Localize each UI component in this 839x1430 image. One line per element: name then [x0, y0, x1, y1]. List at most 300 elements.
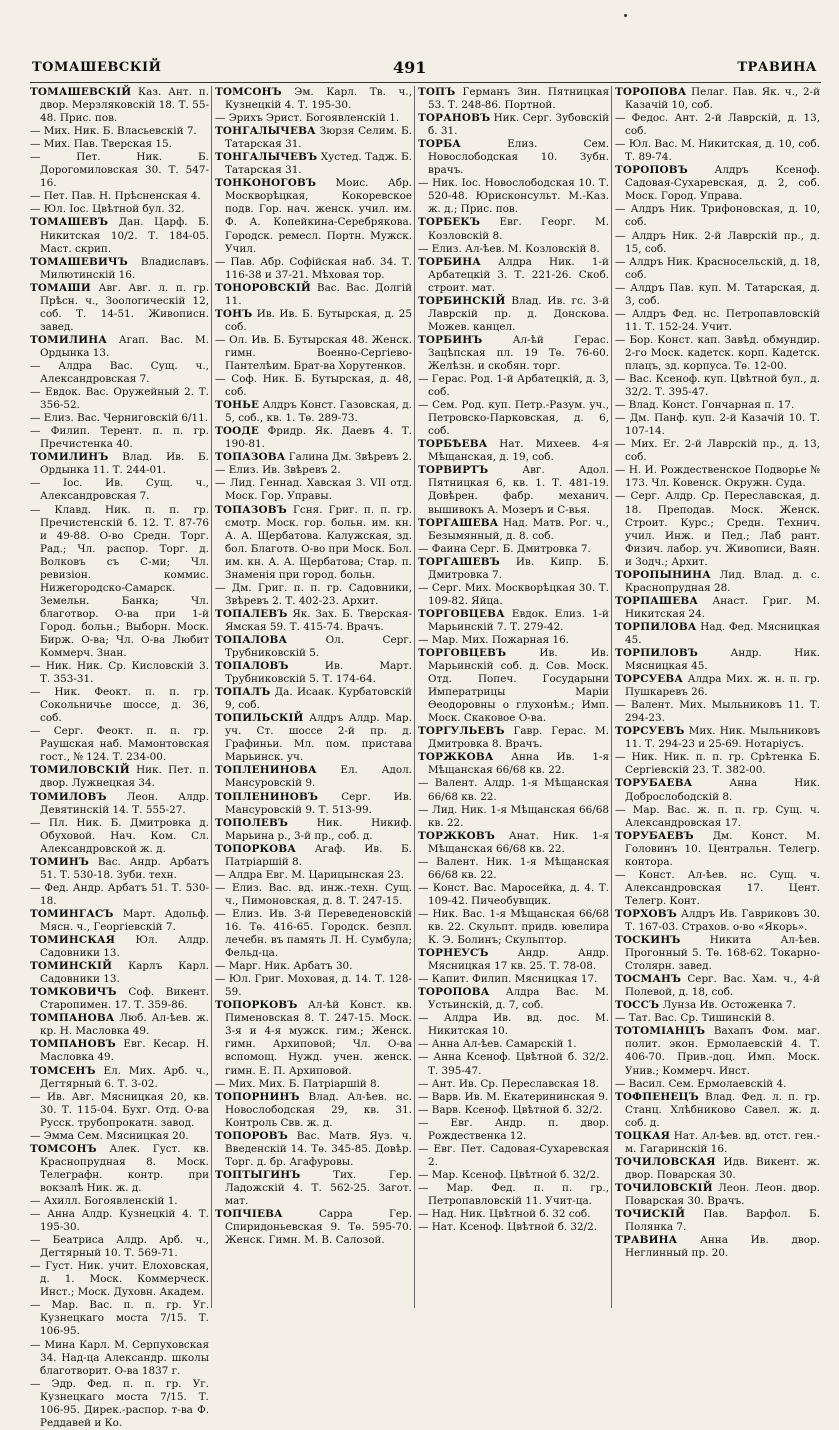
entry-details: Галина Дм. Звѣревъ 2. [285, 451, 412, 464]
directory-entry [418, 908, 609, 947]
entry-surname: ТОРПИЛОВА [615, 620, 697, 633]
directory-entry [615, 595, 820, 621]
directory-entry [615, 438, 820, 464]
directory-entry [215, 999, 412, 1077]
directory-entry [30, 1339, 209, 1378]
entry-surname: ТОМКОВИЧЪ [30, 986, 117, 999]
directory-entry [418, 804, 609, 830]
entry-details: — Пав. Абр. Софійская наб. 34. Т. 116-38 и 37-21. Мѣховая тор. [215, 255, 412, 281]
entry-surname: ТОПАЗОВЪ [215, 503, 287, 516]
entry-details: — Густ. Ник. учит. Елоховская, д. 1. Моск. Коммерческ. Инст.; Моск. Духовн. Академ. [30, 1260, 209, 1299]
directory-entry [215, 399, 412, 425]
entry-surname: ТОРУБАЕВА [615, 777, 693, 790]
entry-details: Сарра Гер. Спиридоньевская 9. Тѳ. 595-70. Женск. Гимн. М. В. Салозой. [225, 1208, 412, 1247]
entry-surname: ТОЧИЛОВСКАЯ [615, 1155, 716, 1168]
header-left-word: ТОМАШЕВСКІЙ [32, 60, 162, 75]
entry-surname: ТОРБИНЪ [418, 333, 483, 346]
entry-details: — Ант. Ив. Ср. Переславская 18. [418, 1077, 599, 1090]
entry-details: Андр. Андр. Мясницкая 17 кв. 25. Т. 78-08. [428, 947, 609, 973]
directory-entry [615, 751, 820, 777]
directory-entry [615, 490, 820, 568]
entry-details: — Юл. Григ. Моховая, д. 14. Т. 128-59. [215, 973, 412, 999]
entry-details: Анаст. Григ. М. Никитская 24. [625, 594, 820, 620]
entry-surname: ТОНГАЛЫЧЕВЪ [215, 151, 318, 164]
directory-entry [30, 412, 209, 425]
entry-surname: ТРАВИНА [615, 1234, 678, 1247]
directory-entry [418, 464, 609, 516]
entry-details: — Елиз. Ал-ѣев. М. Козловскій 8. [418, 242, 600, 255]
directory-entry [615, 647, 820, 673]
directory-entry [30, 882, 209, 908]
directory-entry [30, 1012, 209, 1038]
entry-surname: ТОРГУЛЬЕВЪ [418, 725, 505, 738]
entry-details: Вас. Андр. Арбатъ 51. Т. 530-18. Зуби. техн. [40, 855, 209, 881]
entry-details: Ник. Серг. Зубовскій б. 31. [428, 112, 609, 138]
directory-entry [30, 817, 209, 856]
entry-details: Евдок. Елиз. 1-й Марьинскій 7. Т. 279-42. [428, 607, 609, 633]
entry-details: — Н. И. Рождественское Подворье № 173. Чл. Ковенск. Окружн. Суда. [615, 464, 820, 490]
directory-entry [30, 908, 209, 934]
entry-details: Авг. Адол. Пятницкая 6, кв. 1. Т. 481-19. Довѣрен. фабр. механич. вышивокъ А. Мозеръ и С-вья. [428, 464, 609, 516]
entry-details: Ол. Серг. Трубниковскій 5. [225, 633, 412, 660]
entry-surname: ТОРЖКОВЪ [418, 829, 496, 842]
directory-entry [418, 882, 609, 908]
directory-entry [30, 203, 209, 216]
directory-entry [615, 699, 820, 725]
entry-surname: ТОРБИНА [418, 255, 481, 268]
entry-details: Анна Ив. 1-я Мѣщанская 66/68 кв. 22. [428, 751, 609, 777]
directory-entry [418, 399, 609, 438]
entry-details: Над. Фед. Мясницкая 45. [625, 620, 820, 646]
entry-details: — Нат. Ксеноф. Цвѣтной б. 32/2. [418, 1221, 598, 1234]
entry-details: Тих. Гер. Ладожскій 4. Т. 562-25. Загот. мат. [225, 1168, 412, 1207]
entry-details: — Мих. Ег. 2-й Лаврскій пр., д. 13, соб. [615, 438, 820, 464]
entry-details: — Серг. Феокт. п. п. гр. Раушская наб. Мамонтовская гост., № 124. Т. 234-00. [30, 725, 209, 764]
directory-entry [418, 243, 609, 256]
directory-entry [418, 986, 609, 1012]
directory-entry [215, 960, 412, 973]
directory-entry [418, 1104, 609, 1117]
directory-entry [215, 882, 412, 908]
entry-details: — Сем. Род. куп. Петр.-Разум. уч., Петровско-Парковская, д. 6, соб. [418, 399, 609, 438]
directory-entry [615, 373, 820, 399]
entry-details: — Анна Алдр. Кузнецкій 4. Т. 195-30. [30, 1208, 209, 1234]
directory-entry [418, 373, 609, 399]
directory-entry [215, 764, 412, 790]
entry-surname: ТОРВИРТЪ [418, 464, 489, 477]
ink-speck [624, 14, 627, 17]
directory-entry [418, 751, 609, 777]
directory-entry [615, 256, 820, 282]
entry-details: — Мар. Фед. п. п. гр., Петропавловскій 11. Учит-ца. [418, 1181, 609, 1207]
entry-details: Леон. Алдр. Девятинскій 14. Т. 555-27. [40, 790, 209, 816]
entry-details: Март. Адольф. Мясн. ч., Георгіевскій 7. [40, 907, 209, 933]
entry-details: — Пет. Пав. Н. Прѣсненская 4. [30, 190, 201, 203]
entry-details: Ник. Никиф. Марьина р., 3-й пр., соб. д. [225, 816, 412, 842]
entry-details: — Мих. Мих. Б. Патріаршій 8. [215, 1077, 380, 1090]
directory-entry [30, 986, 209, 1012]
directory-entry [30, 216, 209, 255]
directory-entry [30, 86, 209, 125]
entry-details: Евг. Кесар. Н. Масловка 49. [40, 1038, 209, 1064]
entry-details: — Над. Ник. Цвѣтной б. 32 соб. [418, 1208, 591, 1221]
entry-details: Лунза Ив. Остоженка 7. [659, 999, 796, 1012]
directory-entry [215, 1091, 412, 1130]
entry-details: — Варв. Ксеноф. Цвѣтной б. 32/2. [418, 1103, 603, 1116]
entry-details: — Юл. Іос. Цвѣтной бул. 32. [30, 203, 185, 216]
entry-details: — Елиз. Ив. 3-й Переведеновскій 16. Тѳ. 416-65. Городск. безпл. лечебн. въ память Л. Н. Сумбула; Фельд-ца. [215, 907, 412, 960]
directory-entry [30, 1260, 209, 1299]
entry-details: Каз. Ант. п. двор. Мерзляковскій 18. Т. 55-48. Прис. пов. [40, 86, 209, 125]
entry-surname: ТОРЖКОВА [418, 751, 494, 764]
entry-surname: ТОМСЕНЪ [30, 1064, 96, 1077]
entry-details: Хустед. Тадж. Б. Татарская 31. [225, 151, 412, 177]
directory-entry [30, 1234, 209, 1260]
directory-entry [418, 177, 609, 216]
directory-entry [418, 647, 609, 725]
directory-entry [418, 1182, 609, 1208]
directory-entry [615, 777, 820, 803]
directory-entry [418, 1208, 609, 1221]
directory-entry [30, 934, 209, 960]
directory-entry [418, 1169, 609, 1182]
entry-details: — Ол. Ив. Б. Бутырская 48. Женск. гимн. Военно-Сергіево-Пантелѣим. Брат-ва Хорутенков. [215, 333, 412, 372]
entry-surname: ТОРГОВЦЕВА [418, 607, 505, 620]
entry-details: Вас. Вас. Долгій 11. [225, 281, 412, 307]
entry-surname: ТОПОРКОВА [215, 842, 297, 855]
entry-details: Андр. Ник. Мясницкая 45. [625, 647, 820, 673]
entry-details: Юл. Алдр. Садовники 13. [40, 934, 209, 960]
directory-entry [30, 791, 209, 817]
directory-entry [418, 830, 609, 856]
entry-details: — Алдръ Ник. 2-й Лаврскій пр., д. 15, соб. [615, 229, 820, 255]
entry-surname: ТОЧИСКІЙ [615, 1208, 686, 1221]
directory-entry [615, 1182, 820, 1208]
entry-details: — Филип. Терент. п. п. гр. Пречистенка 40. [30, 425, 209, 451]
directory-entry [215, 282, 412, 308]
entry-details: — Алдра Вас. Сущ. ч., Александровская 7. [30, 359, 209, 386]
directory-entry [615, 1012, 820, 1025]
entry-details: — Серг. Мих. Москворѣцкая 30. Т. 109-82. Яйца. [418, 581, 609, 607]
entry-details: — Пл. Ник. Б. Дмитровка д. Обуховой. Нач. Ком. Сл. Александровской ж. д. [30, 816, 209, 855]
entry-details: Влад. Ив. гс. 3-й Лаврскій пр. д. Донскова. Можев. канцел. [428, 294, 609, 333]
directory-entry [30, 1378, 209, 1430]
entry-surname: ТОНГАЛЫЧЕВА [215, 125, 316, 138]
entry-surname: ТОМСОНЪ [30, 1142, 97, 1155]
directory-entry [215, 686, 412, 712]
directory-entry [418, 517, 609, 543]
directory-entry [30, 425, 209, 451]
entry-details: — Анна Ал-ѣев. Самарскій 1. [418, 1038, 577, 1051]
entry-details: — Тат. Вас. Ср. Тишинскій 8. [615, 1012, 775, 1025]
entry-surname: ТОМАШЕВИЧЪ [30, 255, 128, 268]
directory-entry [30, 1195, 209, 1208]
directory-entry [418, 1051, 609, 1077]
entry-details: Агаф. Ив. Б. Патріаршій 8. [225, 842, 412, 868]
column-divider [414, 86, 415, 1308]
column-divider [611, 86, 612, 1308]
entry-surname: ТОПОРНИНЪ [215, 1090, 300, 1103]
directory-entry [615, 334, 820, 373]
entry-surname: ТОСКИНЪ [615, 934, 681, 947]
directory-entry [418, 856, 609, 882]
entry-details: — Мих. Ник. Б. Власьевскій 7. [30, 125, 197, 138]
directory-entry [418, 295, 609, 334]
entry-details: — Герас. Род. 1-й Арбатецкій, д. 3, соб. [418, 373, 609, 399]
entry-surname: ТОПЧІЕВА [215, 1208, 283, 1221]
entry-surname: ТОМИЛОВСКІЙ [30, 764, 130, 777]
directory-entry [215, 843, 412, 869]
entry-surname: ТОМИНСКАЯ [30, 934, 116, 947]
running-head [0, 58, 839, 82]
entry-details: — Серг. Алдр. Ср. Переславская, д. 18. Преподав. Моск. Женск. Строит. Курс.; Средн. Технич. учил. Инж. и Пед.; Лаб рант. Физич. лабор. уч. Живописи, Ваян. и Зодч.; Архит. [615, 490, 820, 568]
column-3 [418, 86, 609, 1308]
entry-details: — Капит. Филип. Мясницкая 17. [418, 973, 598, 986]
directory-entry [30, 138, 209, 151]
entry-surname: ТОРОПОВА [615, 86, 687, 98]
entry-surname: ТООДЕ [215, 425, 259, 438]
directory-entry [30, 1065, 209, 1091]
entry-details: Карлъ Карл. Садовники 13. [40, 960, 209, 986]
directory-entry [30, 282, 209, 334]
directory-entry [215, 86, 412, 112]
column-1 [30, 86, 209, 1429]
directory-entry [30, 256, 209, 282]
entry-details: — Влад. Конст. Гончарная п. 17. [615, 399, 795, 412]
column-2 [215, 86, 412, 1308]
directory-entry [215, 112, 412, 125]
directory-entry [215, 256, 412, 282]
entry-details: Леон. Леон. двор. Поварская 30. Врачъ. [625, 1181, 820, 1207]
directory-entry [615, 203, 820, 229]
directory-entry [615, 282, 820, 308]
directory-entry [418, 725, 609, 751]
entry-details: Серг. Вас. Хам. ч., 4-й Полевой, д. 18, соб. [625, 973, 820, 999]
directory-entry [215, 869, 412, 882]
directory-entry [30, 660, 209, 686]
entry-details: Над. Матв. Рог. ч., Безымянный, д. 8. соб. [428, 516, 609, 542]
header-right-word: ТРАВИНА [737, 60, 817, 75]
entry-surname: ТОПЛЕНИНОВЪ [215, 790, 319, 803]
entry-surname: ТОПОРКОВЪ [215, 999, 298, 1012]
directory-entry [418, 112, 609, 138]
directory-entry [30, 504, 209, 661]
entry-details: Алдръ Алдр. Мар. уч. Ст. шоссе 2-й пр. д. Графиньи. Мл. пом. пристава Марьинск. уч. [225, 712, 412, 764]
entry-details: — Евдок. Вас. Оружейный 2. Т. 356-52. [30, 386, 209, 412]
directory-entry [615, 869, 820, 908]
directory-entry [215, 334, 412, 373]
directory-entry [30, 451, 209, 477]
entry-details: — Фед. Андр. Арбатъ 51. Т. 530-18. [30, 881, 209, 907]
directory-entry [215, 660, 412, 686]
directory-entry [418, 1117, 609, 1143]
directory-entry [30, 477, 209, 503]
entry-details: Ив. Ив. Марьинскій соб. д. Сов. Моск. Отд. Попеч. Государыни Императрицы Маріи Ѳеодоровны о глухонѣм.; Имп. Моск. Скаковое О-ва. [428, 647, 609, 725]
entry-details: — Дм. Панф. куп. 2-й Казачій 10. Т. 107-14. [615, 412, 820, 438]
entry-details: — Лид. Геннад. Хавская 3. VII отд. Моск. Гор. Управы. [215, 477, 412, 503]
directory-entry [30, 1038, 209, 1064]
directory-entry [215, 634, 412, 660]
entry-details: Никита Ал-ѣев. Прогонный 5. Тѳ. 168-62. Токарно-Столярн. завед. [625, 934, 820, 973]
page-number: 491 [393, 58, 427, 77]
directory-entry [215, 1169, 412, 1208]
directory-entry [418, 334, 609, 373]
entry-details: Ив. Кипр. Б. Дмитровка 7. [428, 555, 609, 581]
entry-surname: ТОПЛЕНИНОВА [215, 764, 317, 777]
directory-entry [615, 973, 820, 999]
entry-surname: ТОНЪ [215, 307, 253, 320]
entry-details: — Анна Ксеноф. Цвѣтной б. 32/2. Т. 395-47. [418, 1051, 609, 1077]
entry-details: — Елиз. Ив. Звѣревъ 2. [215, 464, 341, 477]
directory-entry [215, 712, 412, 764]
directory-entry [615, 725, 820, 751]
entry-details: Ник. Пет. п. двор. Лужнецкая 34. [40, 764, 209, 790]
entry-surname: ТОПАЗОВА [215, 451, 286, 464]
directory-entry [215, 373, 412, 399]
column-divider [211, 86, 212, 1308]
directory-entry [215, 151, 412, 177]
directory-entry [615, 908, 820, 934]
entry-details: Влад. Фед. л. п. гр. Станц. Хлѣбниково Савел. ж. д. соб. д. [625, 1090, 820, 1129]
entry-details: Авг. Авг. л. п. гр. Прѣсн. ч., Зоологическій 12, соб. Т. 14-51. Живописн. завед. [40, 281, 209, 333]
entry-surname: ТОФПЕНЕЦЪ [615, 1090, 699, 1103]
column-4 [615, 86, 820, 1308]
directory-entry [418, 556, 609, 582]
entry-details: — Евг. Пет. Садовая-Сухаревская 2. [418, 1142, 609, 1168]
entry-surname: ТОНОРОВСКІЙ [215, 281, 311, 294]
entry-details: — Федос. Ант. 2-й Лаврскій, д. 13, соб. [615, 112, 820, 138]
entry-surname: ТОСМАНЪ [615, 973, 682, 986]
directory-entry [615, 673, 820, 699]
directory-entry [30, 1299, 209, 1338]
entry-surname: ТОМИЛИНА [30, 333, 107, 346]
entry-details: Ал-ѣй Конст. кв. Пименовская 8. Т. 247-15. Моск. 3-я и 4-я мужск. гим.; Женск. гимн. Архиповой; Чл. О-ва вспомощ. Нужд. учен. женск. гимн. Е. П. Архиповой. [225, 999, 412, 1077]
directory-entry [615, 230, 820, 256]
directory-entry [30, 725, 209, 764]
directory-entry [30, 360, 209, 386]
entry-details: Влад. Ал-ѣев. нс. Новослободская 29, кв. 31. Контроль Свв. ж. д. [225, 1090, 412, 1129]
entry-details: — Алдръ Пав. куп. М. Татарская, д. 3, соб. [615, 281, 820, 307]
entry-details: — Іос. Ив. Сущ. ч., Александровская 7. [30, 477, 209, 503]
entry-details: Моис. Абр. Москворѣцкая, Кокоревское подв. Гор. нач. женск. учил. им. Ф. А. Копейкина-Серебрякова. Городск. ремесл. Портн. Мужск. Учил. [225, 177, 412, 255]
directory-entry [418, 1012, 609, 1038]
directory-entry [615, 621, 820, 647]
directory-entry [418, 543, 609, 556]
entry-surname: ТОПАЛЪ [215, 686, 271, 699]
entry-details: — Евг. Андр. п. двор. Рождественка 12. [418, 1116, 609, 1142]
directory-entry [418, 777, 609, 803]
entry-details: Алдра Мих. ж. н. п. гр. Пушкаревъ 26. [625, 673, 820, 699]
entry-details: Серг. Ив. Мансуровскій 9. Т. 513-99. [225, 790, 412, 816]
directory-entry [215, 791, 412, 817]
entry-details: — Валент. Ник. 1-я Мѣщанская 66/68 кв. 22. [418, 855, 609, 881]
entry-surname: ТОРГОВЦЕВЪ [418, 647, 507, 660]
directory-entry [30, 1143, 209, 1195]
entry-surname: ТОРСУЕВЪ [615, 725, 685, 738]
entry-surname: ТОПЪ [418, 86, 456, 98]
directory-entry [215, 1208, 412, 1247]
entry-surname: ТОРНЕУСЪ [418, 947, 489, 960]
directory-entry [615, 86, 820, 112]
entry-details: — Ахилл. Богоявленскій 1. [30, 1194, 178, 1207]
entry-details: — Ник. Іос. Новослободская 10. Т. 520-48. Юрисконсульт. М.-Каз. ж. д.; Прис. пов. [418, 177, 609, 216]
entry-details: — Ник. Феокт. п. п. гр. Сокольничье шоссе, д. 36, соб. [30, 686, 209, 725]
entry-surname: ТОРПАШЕВА [615, 594, 699, 607]
entry-details: Дм. Конст. М. Головинъ 10. Центральн. Телегр. контора. [625, 829, 820, 868]
directory-entry [615, 1208, 820, 1234]
entry-details: — Ив. Авг. Мясницкая 20, кв. 30. Т. 115-04. Бухг. Отд. О-ва Русск. трубопрокатн. завод. [30, 1090, 209, 1129]
entry-details: — Эмма Сем. Мясницкая 20. [30, 1129, 189, 1142]
entry-details: — Мар. Ксеноф. Цвѣтной б. 32/2. [418, 1168, 600, 1181]
entry-details: — Мар. Вас. п. п. гр. Уг. Кузнецкаго моста 7/15. Т. 106-95. [30, 1299, 209, 1338]
entry-details: Елиз. Сем. Новослободская 10. Зубн. врачъ. [428, 138, 609, 177]
directory-entry [30, 125, 209, 138]
entry-surname: ТОМАШЕВЪ [30, 216, 109, 229]
entry-surname: ТОРАНОВЪ [418, 112, 491, 125]
entry-details: — Ник. Ник. Ср. Кисловскій 3. Т. 353-31. [30, 660, 209, 686]
directory-entry [615, 308, 820, 334]
directory-entry [615, 1025, 820, 1077]
entry-surname: ТОНЬЕ [215, 399, 260, 412]
entry-surname: ТОЧИЛОВСКІЙ [615, 1181, 713, 1194]
entry-details: Лид. Влад. д. с. Краснопрудная 28. [625, 568, 820, 594]
entry-details: — Алдра Евг. М. Царицынская 23. [215, 868, 405, 881]
entry-details: Вас. Матв. Яуз. ч. Введенскій 14. Тѳ. 345-85. Довѣр. Торг. д. бр. Агафуровы. [225, 1129, 412, 1168]
entry-details: Фридр. Як. Даевъ 4. Т. 190-81. [225, 425, 412, 451]
directory-entry [418, 1221, 609, 1234]
entry-details: — Елиз. Вас. Черниговскій 6/11. [30, 412, 209, 425]
entry-details: Идв. Викент. ж. двор. Поварская 30. [625, 1155, 820, 1181]
entry-surname: ТОПОЛЕВЪ [215, 816, 289, 829]
directory-entry [418, 634, 609, 647]
directory-entry [30, 856, 209, 882]
directory-entry [30, 1091, 209, 1130]
directory-entry [215, 582, 412, 608]
entry-details: — Валент. Алдр. 1-я Мѣщанская 66/68 кв. 22. [418, 777, 609, 803]
directory-entry [215, 1130, 412, 1169]
entry-surname: ТОПАЛОВА [215, 633, 288, 646]
directory-entry [215, 425, 412, 451]
entry-surname: ТОРСУЕВА [615, 673, 684, 686]
entry-details: Пав. Варфол. Б. Полянка 7. [625, 1208, 820, 1234]
entry-details: Анна Ив. двор. Неглинный пр. 20. [625, 1234, 820, 1260]
directory-entry [418, 1078, 609, 1091]
entry-details: Ал-ѣй Герас. Зацѣпская пл. 19 Тѳ. 76-60. Желѣзн. и скобян. торг. [428, 333, 609, 372]
entry-details: Гавр. Герас. М. Дмитровка 8. Врачъ. [428, 725, 609, 751]
entry-details: — Мар. Вас. ж. п. п. гр. Сущ. ч. Александровская 17. [615, 803, 820, 829]
entry-details: Мих. Ник. Мыльниковъ 11. Т. 294-23 и 25-69. Нотаріусъ. [625, 725, 820, 751]
entry-details: — Соф. Ник. Б. Бутырская, д. 48, соб. [215, 373, 412, 399]
entry-surname: ТОПАЛЕВЪ [215, 607, 288, 620]
entry-details: Гсня. Григ. п. п. гр. смотр. Моск. гор. больн. им. кн. А. А. Щербатова. Калужская, зд. бол. Благотв. О-во при Моск. Бол. им. кн. А. А. Щербатова; Стар. п. Знаменія при город. больн. [225, 503, 412, 581]
directory-entry [615, 164, 820, 203]
directory-entry [418, 608, 609, 634]
entry-surname: ТОМИЛИНЪ [30, 451, 109, 464]
directory-entry [30, 960, 209, 986]
entry-details: — Мар. Мих. Пожарная 16. [418, 633, 570, 646]
entry-details: — Конст. Ал-ѣев. нс. Сущ. ч. Александровская 17. Цент. Телегр. Конт. [615, 868, 820, 907]
entry-surname: ТОПАЛОВЪ [215, 660, 289, 673]
directory-entry [615, 112, 820, 138]
entry-details: — Пет. Ник. Б. Дорогомиловская 30. Т. 547-16. [30, 151, 209, 190]
entry-details: — Ник. Ник. п. п. гр. Срѣтенка Б. Сергіевскій 23. Т. 382-00. [615, 751, 820, 777]
entry-details: Германъ Зин. Пятницкая 53. Т. 248-86. Портной. [428, 86, 609, 112]
entry-surname: ТОРОПОВА [418, 986, 490, 999]
directory-entry [615, 464, 820, 490]
directory-entry [30, 1208, 209, 1234]
entry-surname: ТОМИНЪ [30, 855, 90, 868]
entry-surname: ТОРОПЫНИНА [615, 568, 711, 581]
